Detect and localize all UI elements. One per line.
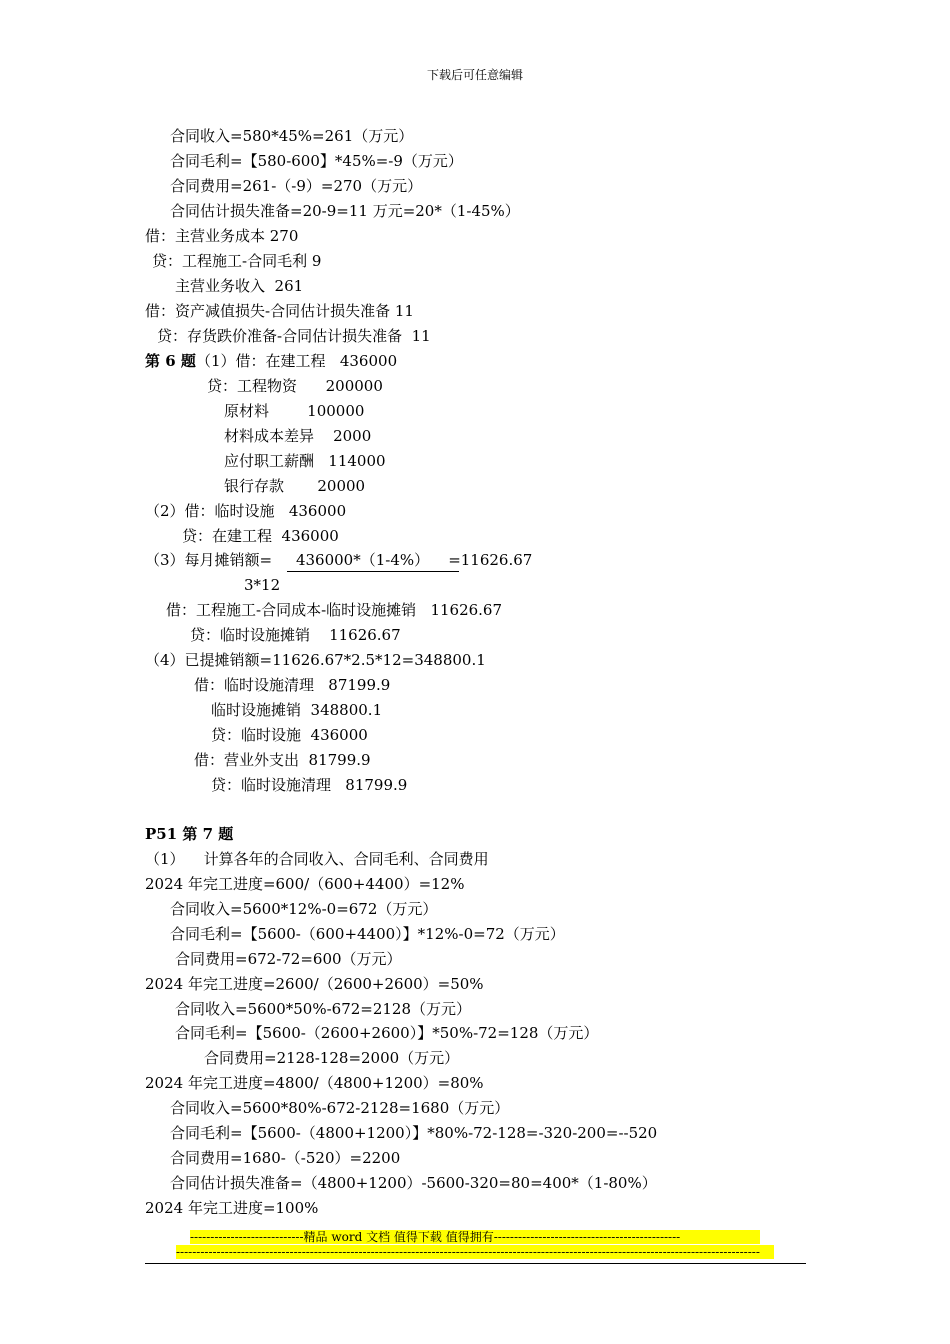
text-line: 合同费用=2128-128=2000（万元）	[204, 1049, 460, 1067]
fraction-bar	[287, 571, 459, 572]
text-line: 合同毛利=【5600-（600+4400）】*12%-0=72（万元）	[170, 925, 565, 943]
text-line: 合同收入=5600*80%-672-2128=1680（万元）	[170, 1099, 510, 1117]
text-line: 贷：临时设施清理 81799.9	[211, 776, 408, 794]
footer-rule	[145, 1263, 806, 1264]
text-line: 合同毛利=【580-600】*45%=-9（万元）	[170, 152, 463, 170]
text-line: 银行存款 20000	[224, 477, 366, 495]
text-line: 合同毛利=【5600-（4800+1200）】*80%-72-128=-320-200=--520	[170, 1124, 658, 1142]
text-line: 合同收入=580*45%=261（万元）	[170, 127, 414, 145]
text-line: 2024 年完工进度=100%	[145, 1199, 319, 1217]
text-line: 应付职工薪酬 114000	[224, 452, 386, 470]
text-line: 原材料 100000	[224, 402, 365, 420]
text-line: 借：临时设施清理 87199.9	[194, 676, 391, 694]
section-heading: P51 第 7 题	[145, 825, 234, 843]
text-line: 2024 年完工进度=600/（600+4400）=12%	[145, 875, 465, 893]
text-line: 材料成本差异 2000	[224, 427, 372, 445]
text-line: 借：主营业务成本 270	[145, 227, 299, 245]
text-line: 贷：临时设施摊销 11626.67	[190, 626, 401, 644]
text-line: 3*12	[244, 576, 281, 594]
page-header: 下载后可任意编辑	[426, 68, 523, 82]
text-line: 合同毛利=【5600-（2600+2600）】*50%-72=128（万元）	[175, 1024, 599, 1042]
text-line: （4）已提摊销额=11626.67*2.5*12=348800.1	[145, 651, 486, 669]
text-line: 主营业务收入 261	[175, 277, 304, 295]
text-line: 2024 年完工进度=4800/（4800+1200）=80%	[145, 1074, 484, 1092]
text-line: 借：营业外支出 81799.9	[194, 751, 371, 769]
text-line: 贷：在建工程 436000	[182, 527, 339, 545]
text-line: 合同估计损失准备=（4800+1200）-5600-320=80=400*（1-80%）	[170, 1174, 657, 1192]
text-line: 合同费用=672-72=600（万元）	[175, 950, 402, 968]
question-6-heading: 第 6 题	[145, 352, 196, 370]
text-line: 合同收入=5600*12%-0=672（万元）	[170, 900, 438, 918]
text-line: （3）每月摊销额= 436000*（1-4%） =11626.67	[145, 551, 533, 569]
footer-banner: ----------------------------精品 word 文档 值得下载 值得拥有----------------------------------------------	[190, 1230, 760, 1244]
text-line: 2024 年完工进度=2600/（2600+2600）=50%	[145, 975, 484, 993]
text-line: 贷：存货跌价准备-合同估计损失准备 11	[157, 327, 431, 345]
text-line: 临时设施摊销 348800.1	[211, 701, 383, 719]
text-line: 合同收入=5600*50%-672=2128（万元）	[175, 1000, 472, 1018]
text-line: 合同费用=261-（-9）=270（万元）	[170, 177, 423, 195]
text-line: 合同费用=1680-（-520）=2200	[170, 1149, 401, 1167]
text-line: 借：资产减值损失-合同估计损失准备 11	[145, 302, 414, 320]
text-line: 贷：临时设施 436000	[211, 726, 368, 744]
text-line: 贷：工程物资 200000	[207, 377, 383, 395]
text-line: 借：工程施工-合同成本-临时设施摊销 11626.67	[166, 601, 503, 619]
text-line: （2）借：临时设施 436000	[145, 502, 347, 520]
text-line: 贷：工程施工-合同毛利 9	[152, 252, 322, 270]
footer-dashes: ------------------------------------------------------------------------------------------------------------------------------------------------	[176, 1245, 774, 1259]
text-line: 合同估计损失准备=20-9=11 万元=20*（1-45%）	[170, 202, 520, 220]
text-line: （1）借：在建工程 436000	[196, 352, 398, 370]
text-line: （1） 计算各年的合同收入、合同毛利、合同费用	[145, 850, 489, 868]
